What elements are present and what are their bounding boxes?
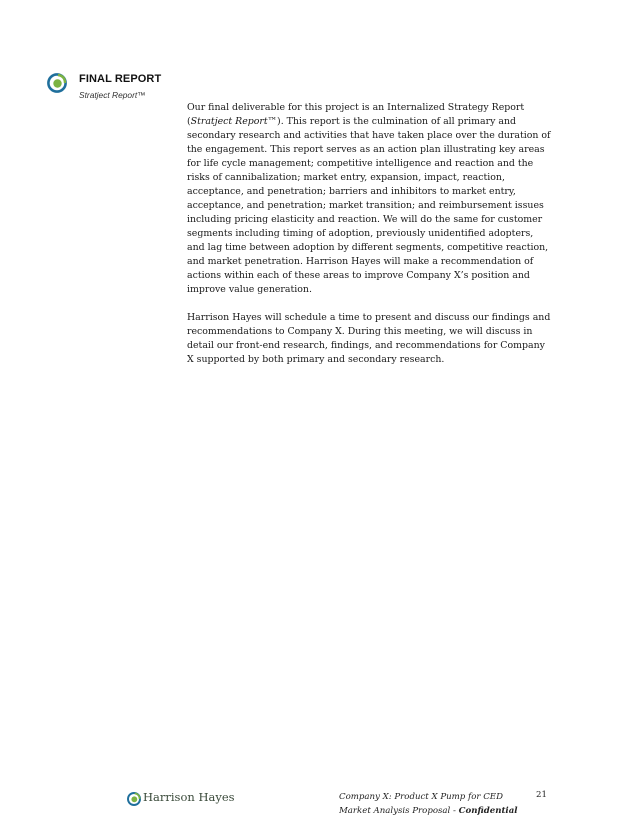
- footer-logo-icon: [127, 792, 141, 806]
- footer-brand-name: Harrison Hayes: [143, 790, 235, 804]
- body-line: Our final deliverable for this project is an Internalized Strategy Report: [187, 102, 525, 113]
- body-line: including pricing elasticity and reaction. We will do the same for customer: [187, 214, 543, 225]
- body-line: X supported by both primary and secondary research.: [187, 354, 445, 365]
- page-number: 21: [536, 790, 547, 800]
- harrison-hayes-logo-icon: [47, 73, 67, 93]
- body-line: acceptance, and penetration; barriers and inhibitors to market entry,: [187, 186, 516, 197]
- body-line-rest: ). This report is the culmination of all primary and: [277, 116, 516, 127]
- body-line: detail our front-end research, findings, and recommendations for Company: [187, 340, 545, 351]
- body-line: improve value generation.: [187, 284, 312, 295]
- body-line: for life cycle management; competitive intelligence and reaction and the: [187, 158, 534, 169]
- body-line: recommendations to Company X. During this meeting, we will discuss in: [187, 326, 533, 337]
- body-line: segments including timing of adoption, previously unidentified adopters,: [187, 228, 534, 239]
- footer-doc-line: [339, 804, 519, 816]
- body-line: risks of cannibalization; market entry, expansion, impact, reaction,: [187, 172, 505, 183]
- body-line: and market penetration. Harrison Hayes will make a recommendation of: [187, 256, 534, 267]
- footer-doc-prefix: Market Analysis Proposal -: [339, 806, 459, 816]
- paragraph-gap: [187, 297, 572, 311]
- body-line: [187, 115, 572, 129]
- body-line: the engagement. This report serves as an action plan illustrating key areas: [187, 144, 545, 155]
- footer-doc-line: Company X: Product X Pump for CED: [339, 792, 503, 802]
- body-line: actions within each of these areas to improve Company X’s position and: [187, 270, 530, 281]
- footer-confidential: Confidential: [458, 806, 518, 816]
- paren-open: (: [187, 116, 191, 127]
- body-line: acceptance, and penetration; market transition; and reimbursement issues: [187, 200, 544, 211]
- report-name: Stratject Report™: [190, 116, 278, 127]
- body-line: secondary research and activities that have taken place over the duration of: [187, 130, 551, 141]
- body-line: and lag time between adoption by different segments, competitive reaction,: [187, 242, 549, 253]
- section-subtitle: Stratject Report™: [79, 90, 146, 100]
- section-title: FINAL REPORT: [79, 73, 162, 85]
- body-text: [187, 101, 572, 367]
- footer-document-info: [339, 790, 519, 816]
- body-line: Harrison Hayes will schedule a time to present and discuss our findings and: [187, 312, 551, 323]
